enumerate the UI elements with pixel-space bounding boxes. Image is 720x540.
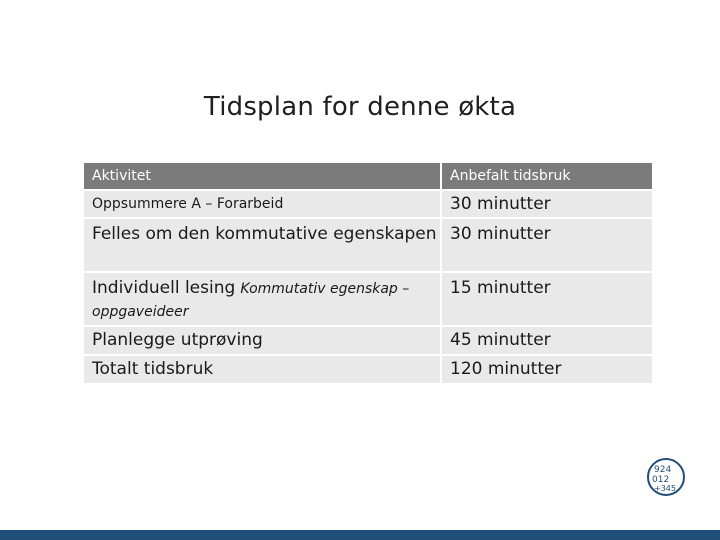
activity-cell: Felles om den kommutative egenskapen [84,219,442,273]
time-cell: 120 minutter [442,356,652,385]
table-row [84,327,652,356]
svg-text:+345: +345 [654,484,676,493]
numbers-logo-icon [646,457,686,497]
column-header-activity: Aktivitet [84,163,442,191]
time-cell: 45 minutter [442,327,652,356]
activity-subtitle-text: Kommutativ egenskap – oppgaveideer [92,281,410,320]
time-cell: 30 minutter [442,191,652,219]
schedule-table [84,163,652,385]
activity-main-text: Individuell lesing [92,278,236,298]
activity-cell: Oppsummere A – Forarbeid [84,191,442,219]
time-cell: 30 minutter [442,219,652,273]
activity-cell [84,273,442,327]
table-row [84,273,652,327]
activity-cell: Totalt tidsbruk [84,356,442,385]
time-cell: 15 minutter [442,273,652,327]
bottom-accent-bar [0,530,720,540]
svg-text:012: 012 [652,475,670,485]
activity-cell: Planlegge utprøving [84,327,442,356]
slide-title: Tidsplan for denne økta [203,92,517,122]
table-row-total [84,356,652,385]
table-header-row [84,163,652,191]
column-header-time: Anbefalt tidsbruk [442,163,652,191]
table-row [84,191,652,219]
svg-text:924: 924 [654,465,672,475]
table-row [84,219,652,273]
